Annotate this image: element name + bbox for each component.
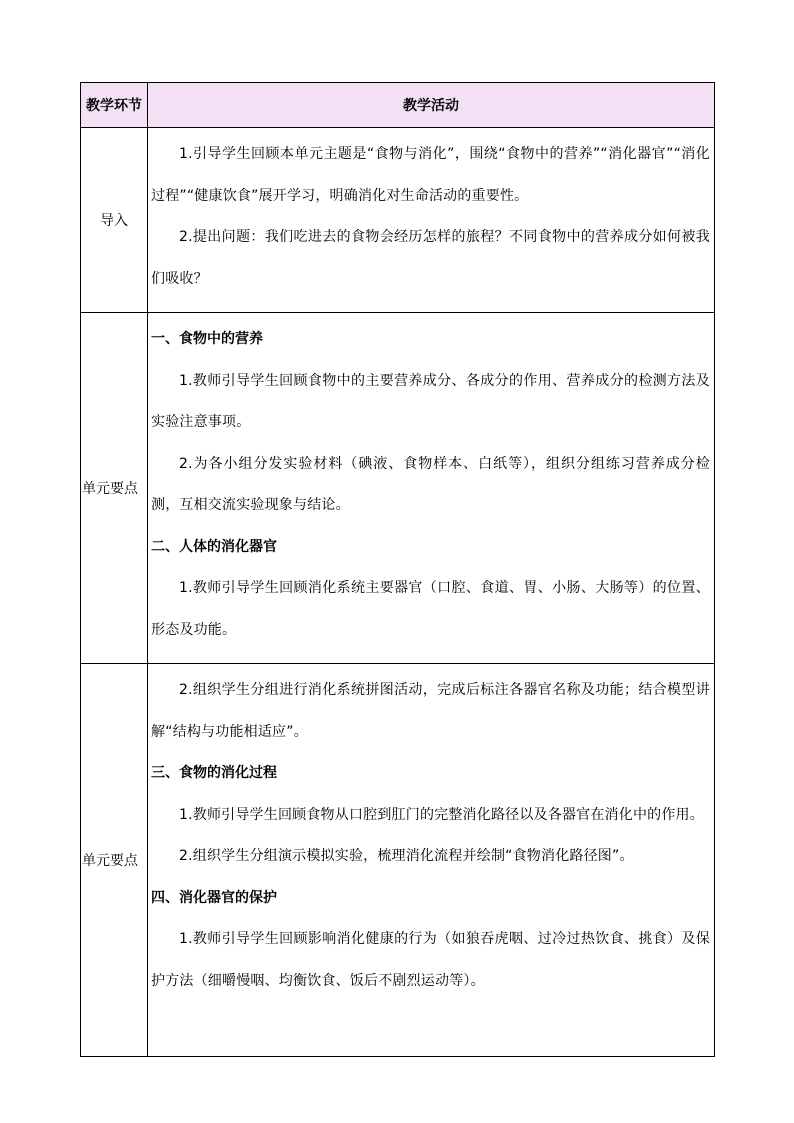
table-header-row <box>81 83 715 128</box>
paragraph: 1.教师引导学生回顾影响消化健康的行为（如狼吞虎咽、过冷过热饮食、挑食）及保护方法（细嚼慢咽、均衡饮食、饭后不剧烈运动等）。 <box>151 931 710 989</box>
stage-cell: 导入 <box>81 128 148 313</box>
activity-cell <box>148 313 715 664</box>
header-stage: 教学环节 <box>81 83 148 128</box>
section-heading: 四、消化器官的保护 <box>151 889 277 906</box>
paragraph: 1.教师引导学生回顾食物从口腔到肛门的完整消化路径以及各器官在消化中的作用。 <box>179 806 704 823</box>
paragraph: 1.教师引导学生回顾消化系统主要器官（口腔、食道、胃、小肠、大肠等）的位置、形态及功能。 <box>151 580 710 638</box>
paragraph: 2.为各小组分发实验材料（碘液、食物样本、白纸等），组织分组练习营养成分检测，互相交流实验现象与结论。 <box>151 455 710 513</box>
paragraph: 1.教师引导学生回顾食物中的主要营养成分、各成分的作用、营养成分的检测方法及实验注意事项。 <box>151 372 710 430</box>
activity-cell <box>148 664 715 1057</box>
table-row <box>81 664 715 1057</box>
paragraph: 2.组织学生分组演示模拟实验，梳理消化流程并绘制“食物消化路径图”。 <box>179 848 634 864</box>
table-row <box>81 313 715 664</box>
paragraph: 1.引导学生回顾本单元主题是“食物与消化”，围绕“食物中的营养”“消化器官”“消化过程”“健康饮食”展开学习，明确消化对生命活动的重要性。 <box>151 146 710 204</box>
paragraph: 2.组织学生分组进行消化系统拼图活动，完成后标注各器官名称及功能；结合模型讲解“结构与功能相适应”。 <box>151 682 710 740</box>
stage-cell: 单元要点 <box>81 664 148 1057</box>
section-heading: 三、食物的消化过程 <box>151 765 277 781</box>
activity-cell <box>148 128 715 313</box>
stage-cell: 单元要点 <box>81 313 148 664</box>
header-activity: 教学活动 <box>148 83 715 128</box>
section-heading: 一、食物中的营养 <box>151 331 263 347</box>
paragraph: 2.提出问题：我们吃进去的食物会经历怎样的旅程？不同食物中的营养成分如何被我们吸收？ <box>151 229 710 287</box>
section-heading: 二、人体的消化器官 <box>151 538 277 555</box>
table-row <box>81 128 715 313</box>
lesson-table <box>80 82 715 1057</box>
